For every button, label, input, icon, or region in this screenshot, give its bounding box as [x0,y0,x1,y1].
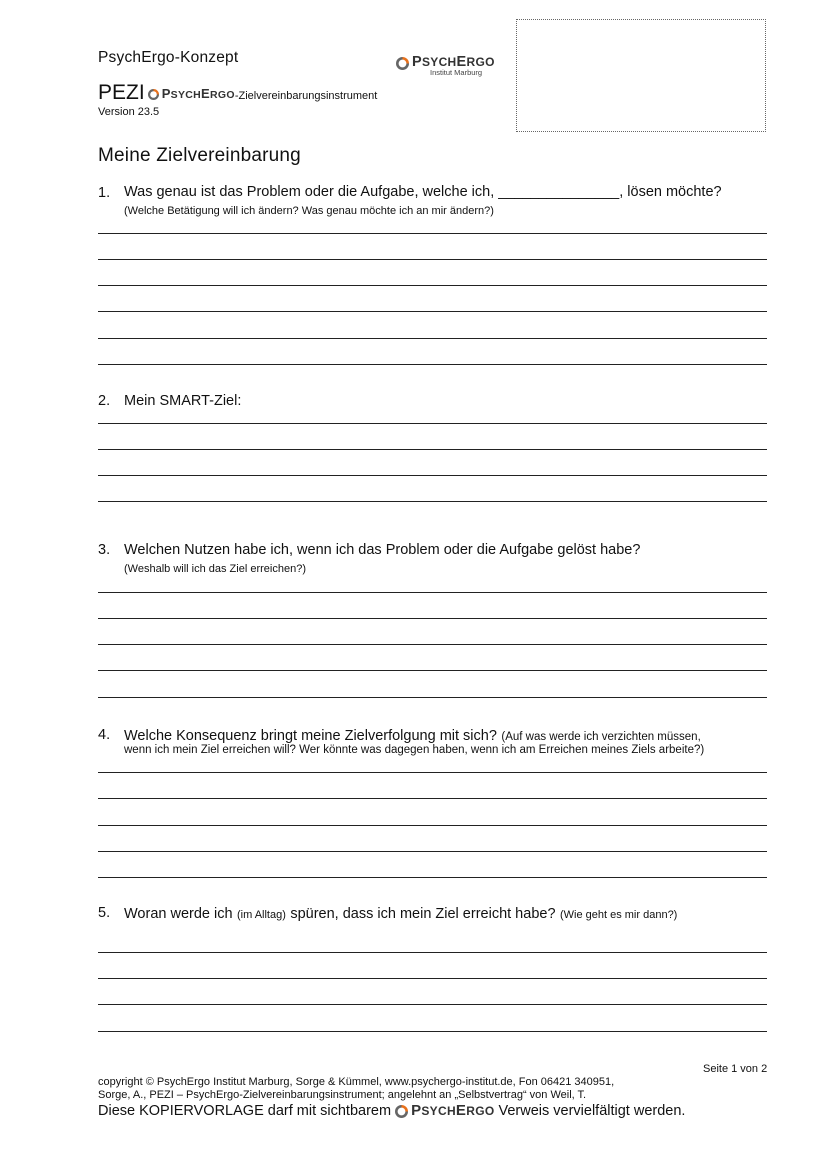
question-4-hint: wenn ich mein Ziel erreichen will? Wer könnte was dagegen haben, wenn ich am Erreichen meines Ziels arbeite?) [124,744,705,756]
answer-line[interactable] [98,449,767,450]
answer-line[interactable] [98,851,767,852]
psychergo-ring-icon [395,1105,408,1118]
question-1-hint: (Welche Betätigung will ich ändern? Was genau möchte ich an mir ändern?) [124,205,494,217]
answer-line[interactable] [98,233,767,234]
answer-line[interactable] [98,670,767,671]
question-4-hint-inline: (Auf was werde ich verzichten müssen, [501,731,701,743]
answer-line[interactable] [98,364,767,365]
question-number: 1. [98,185,111,201]
page-number: Seite 1 von 2 [703,1063,768,1075]
concept-label: PsychErgo-Konzept [98,49,239,66]
answer-line[interactable] [98,877,767,878]
logo-subtitle: Institut Marburg [430,68,483,77]
question-2-text: Mein SMART-Ziel: [124,393,242,409]
logo-wordmark: PSYCHERGO [412,54,495,70]
answer-line[interactable] [98,501,767,502]
question-5-text-a: Woran werde ich [124,906,233,922]
answer-line[interactable] [98,475,767,476]
answer-line[interactable] [98,798,767,799]
question-4-text: Welche Konsequenz bringt meine Zielverfolgung mit sich? [124,728,497,744]
copy-notice-b: Verweis vervielfältigt werden. [498,1102,686,1119]
psychergo-logo [396,54,496,78]
psychergo-footer-logo: PSYCHERGO [395,1102,494,1119]
pezi-suffix: -Zielvereinbarungsinstrument [234,90,378,102]
question-number: 4. [98,727,111,743]
answer-line[interactable] [98,772,767,773]
question-5-small: (im Alltag) [236,909,286,921]
psychergo-ring-icon [148,89,159,100]
answer-line[interactable] [98,423,767,424]
pezi-label: PEZI [98,81,145,104]
copy-notice [98,1102,685,1119]
answer-line[interactable] [98,259,767,260]
answer-line[interactable] [98,697,767,698]
version-label: Version 23.5 [98,106,160,118]
psychergo-inline-logo: PSYCHERGO [148,86,235,101]
page-title: Meine Zielvereinbarung [98,145,301,166]
answer-line[interactable] [98,952,767,953]
answer-line[interactable] [98,978,767,979]
answer-line[interactable] [98,592,767,593]
answer-line[interactable] [98,311,767,312]
answer-line[interactable] [98,618,767,619]
answer-line[interactable] [98,285,767,286]
question-1 [98,184,110,202]
question-3-text: Welchen Nutzen habe ich, wenn ich das Problem oder die Aufgabe gelöst habe? [124,542,641,558]
answer-line[interactable] [98,1004,767,1005]
question-number: 2. [98,393,111,409]
stamp-box [516,19,766,132]
answer-line[interactable] [98,338,767,339]
question-3-hint: (Weshalb will ich das Ziel erreichen?) [124,563,306,575]
question-1-text: Was genau ist das Problem oder die Aufgabe, welche ich, _______________, lösen möchte? [124,184,722,200]
question-5-line [124,905,677,923]
question-4-line [124,727,701,745]
question-5-text-b: spüren, dass ich mein Ziel erreicht habe? [290,906,556,922]
copyright-line: copyright © PsychErgo Institut Marburg, Sorge & Kümmel, www.psychergo-institut.de, Fon 06421 340951, [98,1076,615,1088]
citation-line: Sorge, A., PEZI – PsychErgo-Zielvereinbarungsinstrument; angelehnt an „Selbstvertrag“ von Weil, T. [98,1089,587,1101]
answer-line[interactable] [98,1031,767,1032]
copy-notice-a: Diese KOPIERVORLAGE darf mit sichtbarem [98,1102,392,1119]
pezi-heading [98,81,377,105]
answer-line[interactable] [98,825,767,826]
question-number: 3. [98,542,111,558]
question-number: 5. [98,905,111,921]
question-5-hint-inline: (Wie geht es mir dann?) [559,909,678,921]
psychergo-ring-icon [396,57,409,70]
answer-line[interactable] [98,644,767,645]
